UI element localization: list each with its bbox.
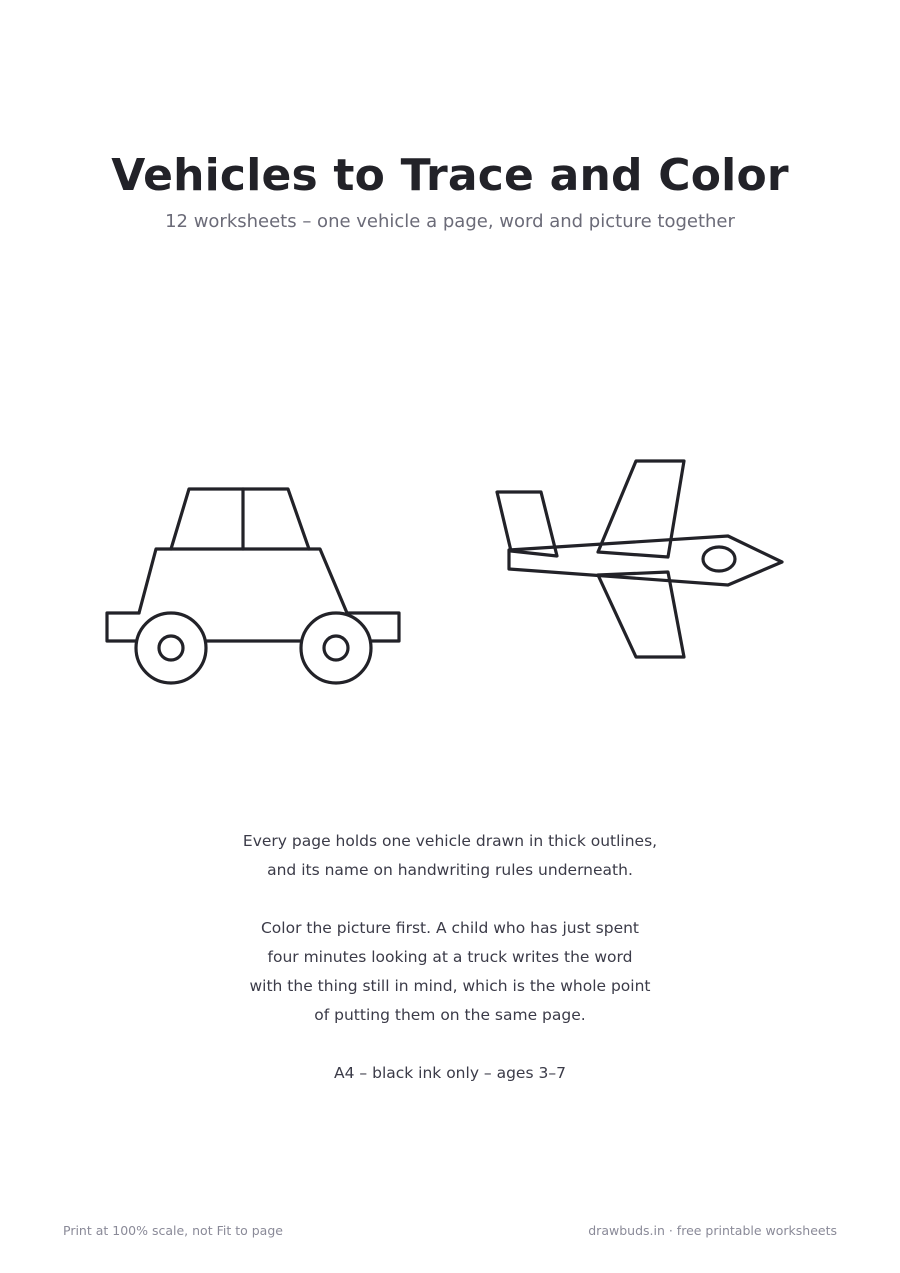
site-credit: drawbuds.in · free printable worksheets — [588, 1223, 837, 1238]
car-outline-icon — [107, 489, 399, 683]
description — [0, 827, 900, 1088]
vehicle-drawings — [0, 440, 900, 710]
description-paragraph-2: Color the picture first. A child who has just spent four minutes looking at a truck writes the word with the thing still in mind, which is the whole point of putting them on the same page. — [249, 919, 651, 1024]
description-paragraph-1: Every page holds one vehicle drawn in thick outlines, and its name on handwriting rules underneath. — [242, 832, 658, 879]
illustration-area — [0, 440, 900, 710]
specs-line: A4 – black ink only – ages 3–7 — [334, 1064, 566, 1082]
page-subtitle: 12 worksheets – one vehicle a page, word and picture together — [165, 211, 735, 232]
page-title: Vehicles to Trace and Color — [111, 150, 789, 201]
airplane-outline-icon — [497, 461, 782, 657]
print-note: Print at 100% scale, not Fit to page — [63, 1223, 283, 1238]
